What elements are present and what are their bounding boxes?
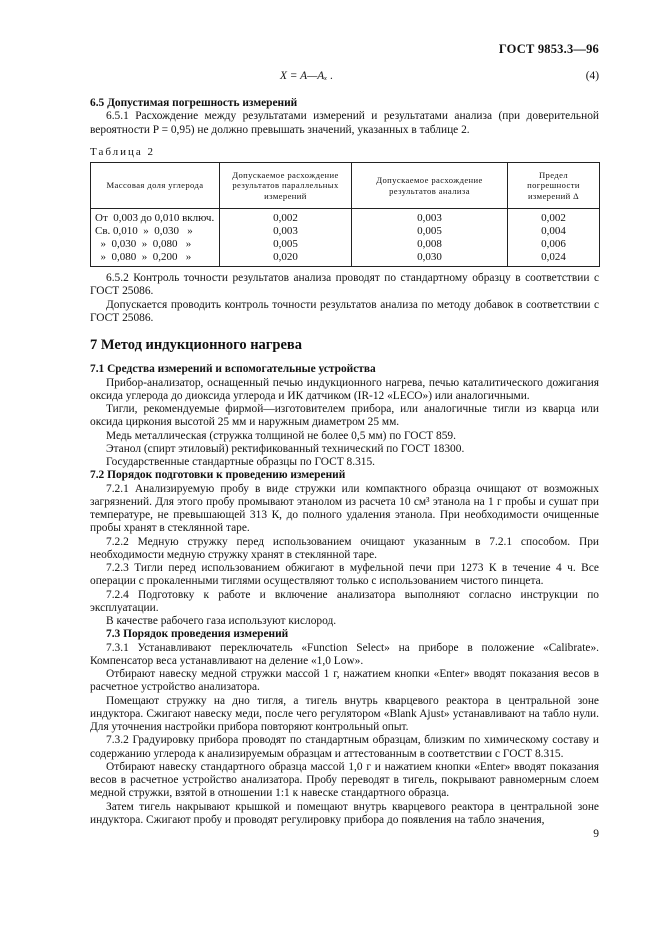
section-7-title: 7 Метод индукционного нагрева — [90, 337, 302, 353]
table-2 — [90, 162, 600, 267]
formula-line — [90, 68, 599, 85]
paragraph-7-3-1: 7.3.1 Устанавливают переключатель «Function Select» на приборе в положение «Calibrate». Компенсатор веса устанавливают на деление «1,0 Low». — [90, 641, 599, 667]
formula: X = A—Aₓ . — [280, 70, 334, 82]
paragraph-7-1-crucibles: Тигли, рекомендуемые фирмой—изготовителем прибора, или аналогичные тигли из кварца или оксида циркония высотой 25 мм и наружным диаметром 25 мм. — [90, 403, 599, 429]
paragraph-7-2-gas: В качестве рабочего газа используют кислород. — [106, 615, 337, 627]
paragraph-7-2-1: 7.2.1 Анализируемую пробу в виде стружки или компактного образца очищают от возможных загрязнений. Для этого пробу промывают этанолом из расчета 10 см³ этанола на 1 г пробы и сушат при температуре, не превышающей 313 К, до полного удаления этанола. При необходимости очищенные пробы хранят в стеклянной таре. — [90, 482, 599, 535]
paragraph-6-5-2-additions: Допускается проводить контроль точности результатов анализа по методу добавок в соответствии с ГОСТ 25086. — [90, 298, 599, 324]
paragraph-6-5-1: 6.5.1 Расхождение между результатами измерений и результатами анализа (при доверительной вероятности P = 0,95) не должно превышать значений, указанных в таблице 2. — [90, 110, 599, 136]
section-6-5-heading: 6.5 Допустимая погрешность измерений — [90, 97, 298, 109]
page-number: 9 — [593, 828, 599, 840]
paragraph-7-2-4: 7.2.4 Подготовку к работе и включение анализатора выполняют согласно инструкции по эксплуатации. — [90, 588, 599, 614]
paragraph-7-3-2: 7.3.2 Градуировку прибора проводят по стандартным образцам, близким по химическому составу и содержанию углерода к анализируемым образцам и аттестованным в соответствии с ГОСТ 8.315. — [90, 734, 599, 760]
error-limit-values-cell: 0,002 0,004 0,006 0,024 — [508, 209, 600, 267]
table-row — [91, 209, 600, 267]
paragraph-7-3-1-weigh: Отбирают навеску медной стружки массой 1 г, нажатием кнопки «Enter» вводят показания весов в расчетное устройство анализатора. — [90, 668, 599, 694]
parallel-values-cell: 0,002 0,003 0,005 0,020 — [220, 209, 352, 267]
range-cell: От 0,003 до 0,010 включ. Св. 0,010 » 0,030 » » 0,030 » 0,080 » » 0,080 » 0,200 » — [91, 209, 220, 267]
paragraph-7-1-copper: Медь металлическая (стружка толщиной не более 0,5 мм) по ГОСТ 859. — [106, 429, 456, 442]
paragraph-7-2-2: 7.2.2 Медную стружку перед использованием очищают указанным в 7.2.1 способом. При необходимости медную стружку хранят в стеклянной таре. — [90, 535, 599, 561]
section-7-2-heading: 7.2 Порядок подготовки к проведению измерений — [90, 469, 346, 482]
formula-number: (4) — [585, 70, 599, 82]
paragraph-7-3-2-reactor: Затем тигель накрывают крышкой и помещают внутрь кварцевого реактора в центральной зоне индуктора. Сжигают пробу и проводят регулировку прибора до появления на табло значения, — [90, 800, 599, 826]
paragraph-6-5-2: 6.5.2 Контроль точности результатов анализа проводят по стандартному образцу в соответствии с ГОСТ 25086. — [90, 272, 599, 298]
header-error-limit: Предел погрешности измерений Δ — [508, 163, 600, 209]
paragraph-7-1-standards: Государственные стандартные образцы по ГОСТ 8.315. — [106, 456, 376, 468]
standard-header: ГОСТ 9853.3—96 — [498, 42, 599, 56]
table-caption: Таблица 2 — [90, 145, 156, 158]
paragraph-7-1-analyzer: Прибор-анализатор, оснащенный печью индукционного нагрева, печью каталитического дожигания оксида углерода до диоксида углерода и ИК датчиком (IR-12 «LECO») или аналогичными. — [90, 376, 599, 402]
paragraph-7-3-2-sample: Отбирают навеску стандартного образца массой 1,0 г и нажатием кнопки «Enter» вводят показания весов в расчетное устройство анализатора. Пробу переводят в тигель, покрывают равномерным слоем медной стружки, взятой в отношении 1:1 к навеске стандартного образца. — [90, 760, 599, 800]
table-header-row — [91, 163, 600, 209]
analysis-values-cell: 0,003 0,005 0,008 0,030 — [352, 209, 508, 267]
paragraph-7-3-1-burn: Помещают стружку на дно тигля, а тигель внутрь кварцевого реактора в центральной зоне индуктора. Сжигают навеску меди, после чего регулятором «Blank Ajust» устанавливают на табло нули. Для уточнения настройки прибора повторяют контрольный опыт. — [90, 694, 599, 733]
paragraph-7-2-3: 7.2.3 Тигли перед использованием обжигают в муфельной печи при 1273 К в течение 4 ч. Все операции с прокаленными тиглями осуществляют только с использованием чистого пинцета. — [90, 562, 599, 588]
section-7-3-heading: 7.3 Порядок проведения измерений — [106, 628, 289, 641]
section-7-1-heading: 7.1 Средства измерений и вспомогательные устройства — [90, 363, 376, 376]
header-analysis-discrepancy: Допускаемое расхождение результатов анализа — [352, 163, 508, 209]
page-content — [90, 68, 599, 827]
header-carbon-fraction: Массовая доля углерода — [91, 163, 220, 209]
paragraph-7-1-ethanol: Этанол (спирт этиловый) ректификованный технический по ГОСТ 18300. — [106, 442, 465, 455]
header-parallel-discrepancy: Допускаемое расхождение результатов параллельных измерений — [220, 163, 352, 209]
